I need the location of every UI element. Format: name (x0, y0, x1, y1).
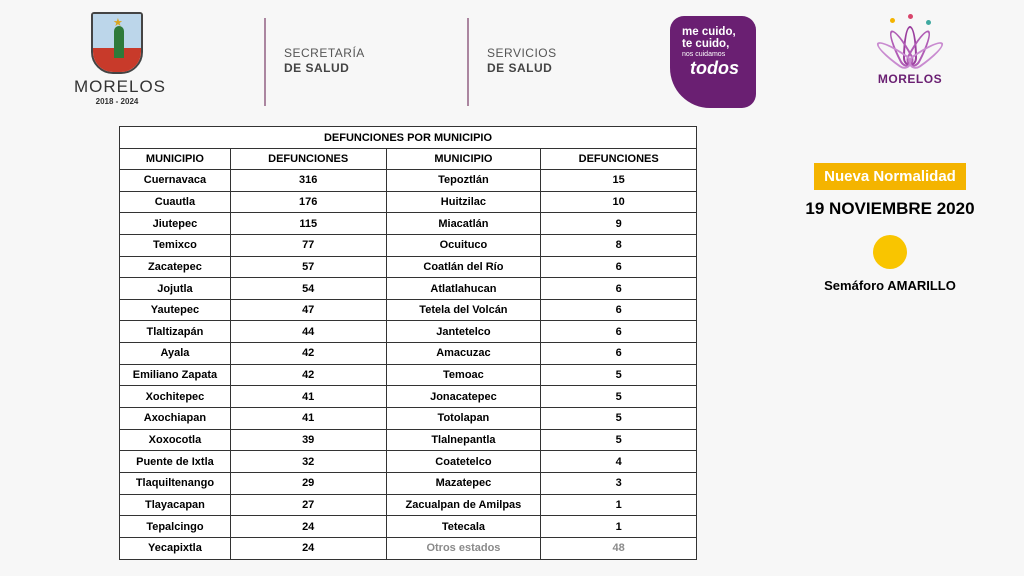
municipio-cell: Tlalnepantla (386, 429, 541, 451)
municipio-cell: Puente de Ixtla (120, 451, 231, 473)
defunciones-cell: 316 (230, 170, 386, 192)
defunciones-cell: 42 (230, 364, 386, 386)
table-row (120, 256, 697, 278)
municipio-cell: Tetecala (386, 516, 541, 538)
defunciones-cell: 5 (541, 408, 697, 430)
secretaria-de-salud-label: SECRETARÍA DE SALUD (284, 46, 365, 75)
table-row (120, 191, 697, 213)
morelos-coat-of-arms-icon: ★ (91, 12, 143, 74)
campaign-logo: me cuido, te cuido, nos cuidamos todos (670, 16, 756, 108)
table-row (120, 278, 697, 300)
municipio-cell: Temoac (386, 364, 541, 386)
table-row (120, 364, 697, 386)
table-title: DEFUNCIONES POR MUNICIPIO (120, 127, 697, 149)
table-row (120, 213, 697, 235)
defunciones-cell: 29 (230, 472, 386, 494)
municipio-cell: Atlatlahucan (386, 278, 541, 300)
municipio-cell: Xoxocotla (120, 429, 231, 451)
municipio-cell: Zacatepec (120, 256, 231, 278)
defunciones-cell: 4 (541, 451, 697, 473)
municipio-cell: Ocuituco (386, 234, 541, 256)
municipio-cell: Jantetelco (386, 321, 541, 343)
municipio-cell: Tepalcingo (120, 516, 231, 538)
defunciones-cell: 1 (541, 516, 697, 538)
defunciones-cell: 24 (230, 516, 386, 538)
defunciones-cell: 10 (541, 191, 697, 213)
defunciones-cell: 5 (541, 364, 697, 386)
municipio-cell: Tlayacapan (120, 494, 231, 516)
deaths-by-municipality-table (119, 126, 697, 560)
municipio-cell: Cuautla (120, 191, 231, 213)
table-row (120, 472, 697, 494)
table-row (120, 299, 697, 321)
table-row (120, 408, 697, 430)
table-row (120, 494, 697, 516)
defunciones-cell: 15 (541, 170, 697, 192)
government-name: MORELOS (74, 77, 167, 96)
municipio-cell: Totolapan (386, 408, 541, 430)
municipio-cell: Tlaltizapán (120, 321, 231, 343)
traffic-light-yellow-icon (873, 235, 907, 269)
defunciones-cell: 32 (230, 451, 386, 473)
column-header-defunciones: DEFUNCIONES (230, 149, 386, 170)
table-row (120, 516, 697, 538)
defunciones-cell: 41 (230, 408, 386, 430)
municipio-cell: Ayala (120, 343, 231, 365)
semaforo-status: Semáforo AMARILLO (824, 278, 956, 293)
defunciones-cell: 42 (230, 343, 386, 365)
defunciones-cell: 3 (541, 472, 697, 494)
municipio-cell: Axochiapan (120, 408, 231, 430)
defunciones-cell: 54 (230, 278, 386, 300)
municipio-cell: Amacuzac (386, 343, 541, 365)
defunciones-cell: 24 (230, 537, 386, 559)
municipio-cell: Yecapixtla (120, 537, 231, 559)
government-years: 2018 - 2024 (95, 97, 139, 106)
table-row (120, 234, 697, 256)
defunciones-cell: 6 (541, 321, 697, 343)
defunciones-cell: 8 (541, 234, 697, 256)
lotus-flower-icon (882, 14, 938, 66)
table-row (120, 170, 697, 192)
defunciones-cell: 1 (541, 494, 697, 516)
defunciones-cell: 6 (541, 278, 697, 300)
defunciones-cell: 176 (230, 191, 386, 213)
defunciones-cell: 6 (541, 299, 697, 321)
morelos-government-logo (74, 12, 167, 110)
municipio-cell: Mazatepec (386, 472, 541, 494)
column-header-municipio: MUNICIPIO (386, 149, 541, 170)
municipio-cell: Cuernavaca (120, 170, 231, 192)
municipio-cell: Coatetelco (386, 451, 541, 473)
header (0, 0, 1024, 118)
column-header-municipio: MUNICIPIO (120, 149, 231, 170)
table-row (120, 386, 697, 408)
status-panel (772, 163, 1008, 293)
table-row (120, 537, 697, 559)
table-row (120, 343, 697, 365)
municipio-cell: Temixco (120, 234, 231, 256)
defunciones-cell: 41 (230, 386, 386, 408)
morelos-anfitrion-logo (868, 14, 952, 110)
defunciones-cell: 77 (230, 234, 386, 256)
servicios-de-salud-label: SERVICIOS DE SALUD (487, 46, 557, 75)
defunciones-cell: 115 (230, 213, 386, 235)
defunciones-cell: 27 (230, 494, 386, 516)
defunciones-cell: 5 (541, 429, 697, 451)
municipio-cell: Xochitepec (120, 386, 231, 408)
municipio-cell: Jonacatepec (386, 386, 541, 408)
municipio-cell: Emiliano Zapata (120, 364, 231, 386)
defunciones-cell: 6 (541, 256, 697, 278)
municipio-cell: Yautepec (120, 299, 231, 321)
municipio-cell: Coatlán del Río (386, 256, 541, 278)
header-divider (264, 18, 266, 106)
table-row (120, 321, 697, 343)
defunciones-cell: 6 (541, 343, 697, 365)
anfitrion-name: MORELOS (877, 72, 943, 86)
nueva-normalidad-badge: Nueva Normalidad (814, 163, 966, 190)
municipio-cell: Zacualpan de Amilpas (386, 494, 541, 516)
table-row (120, 451, 697, 473)
table-row (120, 429, 697, 451)
municipio-cell: Tetela del Volcán (386, 299, 541, 321)
municipio-cell: Tlaquiltenango (120, 472, 231, 494)
defunciones-cell: 47 (230, 299, 386, 321)
municipio-cell: Jiutepec (120, 213, 231, 235)
municipio-cell: Otros estados (386, 537, 541, 559)
defunciones-cell: 5 (541, 386, 697, 408)
report-date: 19 NOVIEMBRE 2020 (805, 199, 975, 218)
municipio-cell: Miacatlán (386, 213, 541, 235)
defunciones-cell: 9 (541, 213, 697, 235)
column-header-defunciones: DEFUNCIONES (541, 149, 697, 170)
municipio-cell: Jojutla (120, 278, 231, 300)
defunciones-cell: 39 (230, 429, 386, 451)
defunciones-cell: 57 (230, 256, 386, 278)
municipio-cell: Huitzilac (386, 191, 541, 213)
defunciones-cell: 44 (230, 321, 386, 343)
header-divider (467, 18, 469, 106)
defunciones-cell: 48 (541, 537, 697, 559)
municipio-cell: Tepoztlán (386, 170, 541, 192)
